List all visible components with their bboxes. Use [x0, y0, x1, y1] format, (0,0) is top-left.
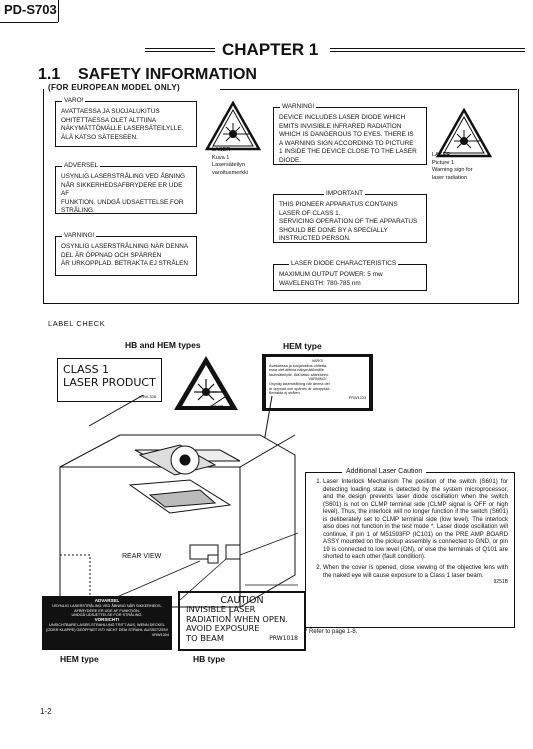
caution-code: PRW1018: [269, 634, 298, 642]
vorsicht-line: (ODER KLAPPE) GEÖFFNET IST! NICHT DEM STRAHL AUSSETZEN!: [46, 627, 168, 632]
class1-code: VRW-328: [138, 394, 156, 399]
varo-box: [55, 97, 197, 147]
chapter-title: CHAPTER 1: [222, 40, 319, 59]
finn-code: PRW1233: [348, 395, 366, 400]
important-label: IMPORTANT: [326, 190, 364, 197]
caption-line: Warning sign for: [432, 167, 473, 173]
caption-line: varoitusmerkki: [212, 169, 249, 176]
advarsel-line: AFBRYDERE ER UDE AF FUNKTION.: [74, 608, 140, 613]
vorsicht-line: UNSICHTBARE LASER-STRAHLUNG TRITT AUS, WENN DECKEL: [49, 622, 165, 627]
finn-line: lasersäteilylle. Älä katso säteeseen.: [269, 372, 330, 377]
advarsel-code: VRW1304: [151, 632, 169, 637]
rear-view-label: REAR VIEW: [122, 553, 162, 560]
varning-label: VARNING!: [64, 232, 95, 239]
hb-type-caption-bottom: HB type: [193, 654, 226, 664]
laser-caption-en: [432, 152, 473, 182]
adversel-box: [55, 162, 197, 215]
section-title: SAFETY INFORMATION: [78, 66, 257, 83]
class1-line2: LASER PRODUCT: [63, 376, 156, 389]
important-line: LASER OF CLASS 1.: [279, 209, 341, 217]
header-rule-horizontal: [0, 22, 58, 23]
caution-label: [178, 591, 306, 651]
varo-line: ÄLÄ KATSO SÄTEESEEN.: [61, 133, 138, 141]
important-box: [273, 190, 427, 243]
finn-varo: VARO!: [311, 359, 324, 363]
adversel-line: FUNKTION. UNDGÅ UDSAETTELSE FOR: [61, 198, 184, 206]
hem-type-caption-bottom: HEM type: [60, 654, 99, 664]
caption-line: LASER: [432, 152, 451, 158]
caution-line: RADIATION WHEN OPEN.: [186, 613, 289, 624]
warning-line: DEVICE INCLUDES LASER DIODE WHICH: [279, 114, 406, 121]
header-rule-vertical: [58, 0, 59, 22]
caution-line: INVISIBLE LASER: [186, 604, 256, 615]
caption-line: Kuva 1: [212, 154, 230, 161]
diode-characteristics-box: [273, 260, 427, 291]
section-number: 1.1: [38, 66, 61, 83]
caption-line: Lasersäteilyn: [212, 162, 245, 168]
varo-label: VARO!: [64, 97, 84, 104]
important-line: SERVICING OPERATION OF THE APPARATUS: [279, 218, 418, 226]
important-line: SHOULD BE DONE BY A SPECIALLY: [279, 226, 388, 234]
caution-line: AVOID EXPOSURE: [186, 623, 260, 634]
finn-line: är öppnad och spärren är urkopplad.: [269, 386, 331, 391]
varning-line: DEL ÄR ÖPPNAD OCH SPÄRREN: [61, 251, 162, 259]
model-number: PD-S703: [4, 2, 57, 17]
triangle-code: VRW-328: [210, 404, 223, 408]
warning-line: WHICH IS DANGEROUS TO EYES. THERE IS: [279, 131, 414, 139]
caption-line: LASER: [212, 147, 231, 153]
caution-item-interlock: 1. Laser Interlock Mechanism The position of the switch (S601) for detecting loading state is detected by the system microprocessor, and the design prevents laser diode oscillation when the switch (S601) is not on CLMP terminal side (CLMP signal is OFF or high level). Thus, the interlock will no longer function if the switch (S601) is deliberately set to CLMP terminal side (low level). The interlock also does not function in the test mode *. Laser diode oscillation will continue, if pin 1 of M51593FP (IC101) on the PRE AMP BOARD ASSY mounted on the pickup assembly is connected to GND, or pin 19 is connected to low level (ON), or else the terminals of Q101 are shorted to each other (fault condition).: [323, 478, 508, 561]
page-number: 1-2: [40, 707, 52, 716]
varo-line: AVATTAESSA JA SUOJALUKITUS: [61, 108, 160, 115]
warning-box: [273, 103, 427, 165]
chapter-rule-left: [145, 48, 215, 52]
important-line: INSTRUCTED PERSON.: [279, 235, 351, 243]
varo-line: OHITETTAESSA OLET ALTTIINA: [61, 116, 157, 124]
warning-label: WARNING!: [282, 103, 315, 110]
advarsel-line: UNDGÅ UDSÆTTELSE FOR STRÅLING.: [71, 613, 143, 618]
finn-line: essa olet alttiina näkymättömälle: [269, 368, 324, 373]
caution-item-cover: 2. When the cover is opened, close viewing of the objective lens with the naked eye will cause exposure to a Class 1 laser beam.: [323, 564, 508, 579]
laser-warning-icon: [436, 108, 492, 158]
warning-line: EMITS INVISIBLE INFRARED RADIATION: [279, 122, 402, 130]
laser-caption-fi: [212, 147, 248, 177]
hb-hem-types-caption: HB and HEM types: [125, 340, 201, 350]
caption-line: laser radiation: [432, 174, 468, 181]
diode-line: WAVELENGTH: 780-785 nm: [279, 279, 361, 287]
important-line: THIS PIONEER APPARATUS CONTAINS: [279, 201, 398, 208]
additional-caution-title: Additional Laser Caution: [342, 468, 426, 476]
warning-line: 1 INSIDE THE DEVICE CLOSE TO THE LASER: [279, 148, 417, 156]
varning-box: [55, 232, 197, 276]
finn-line: Betrakta ej strålen.: [269, 391, 301, 396]
warning-line: A WARNING SIGN ACCORDING TO PICTURE: [279, 139, 414, 147]
label-check-title: LABEL CHECK: [48, 319, 106, 328]
chapter-rule-right: [330, 48, 525, 52]
adversel-line: NÅR SIKKERHEDSAFBRYDERE ER UDE AF: [61, 181, 183, 198]
varo-line: NÄKYMÄTTÖMÄLLE LASERSÄTEILYLLE.: [61, 125, 184, 133]
refer-page-note: * Refer to page 1-8.: [305, 629, 358, 635]
advarsel-title: ADVARSEL: [94, 598, 120, 603]
adversel-label: ADVERSEL: [64, 162, 99, 169]
advarsel-line: USYNLIG LASERSTRÅLING VED ÅBNING NÅR SIKKERHEDS-: [52, 603, 162, 608]
diode-label: LASER DIODE CHARACTERISTICS: [291, 260, 397, 267]
vorsicht-title: VORSICHT!: [94, 617, 120, 623]
laser-warning-icon: [205, 101, 261, 151]
additional-laser-caution: [305, 468, 515, 628]
adversel-line: USYNLIG LASERSTRÅLING VED ÅBNING: [61, 173, 185, 180]
warning-line: DIODE.: [279, 156, 302, 164]
hem-type-caption-top: HEM type: [283, 341, 322, 351]
varning-line: OSYNLIG LASERSTRÅLNING NÄR DENNA: [61, 243, 189, 250]
caption-line: Picture 1: [432, 159, 455, 166]
caution-title: CAUTION: [220, 595, 264, 606]
hem-advarsel-label: [42, 596, 172, 650]
varning-line: ÄR URKOPPLAD. BETRAKTA EJ STRÅLEN: [61, 260, 189, 268]
caution-code: 9251B: [493, 579, 508, 586]
diode-line: MAXIMUM OUTPUT POWER: 5 mw: [279, 271, 383, 278]
finn-line: Avattaessa ja suojalukitus ohitetta-: [269, 363, 328, 368]
adversel-line: STRÅLING.: [61, 207, 95, 215]
caution-line: TO BEAM: [186, 632, 225, 643]
european-model-title: (FOR EUROPEAN MODEL ONLY): [48, 83, 180, 92]
finn-varning: VARNING!: [308, 377, 327, 382]
class1-line1: CLASS 1: [63, 363, 110, 376]
finn-line: Osynlig laserstrålning när denna del: [269, 381, 330, 386]
european-frame-top-rule: [220, 89, 517, 90]
